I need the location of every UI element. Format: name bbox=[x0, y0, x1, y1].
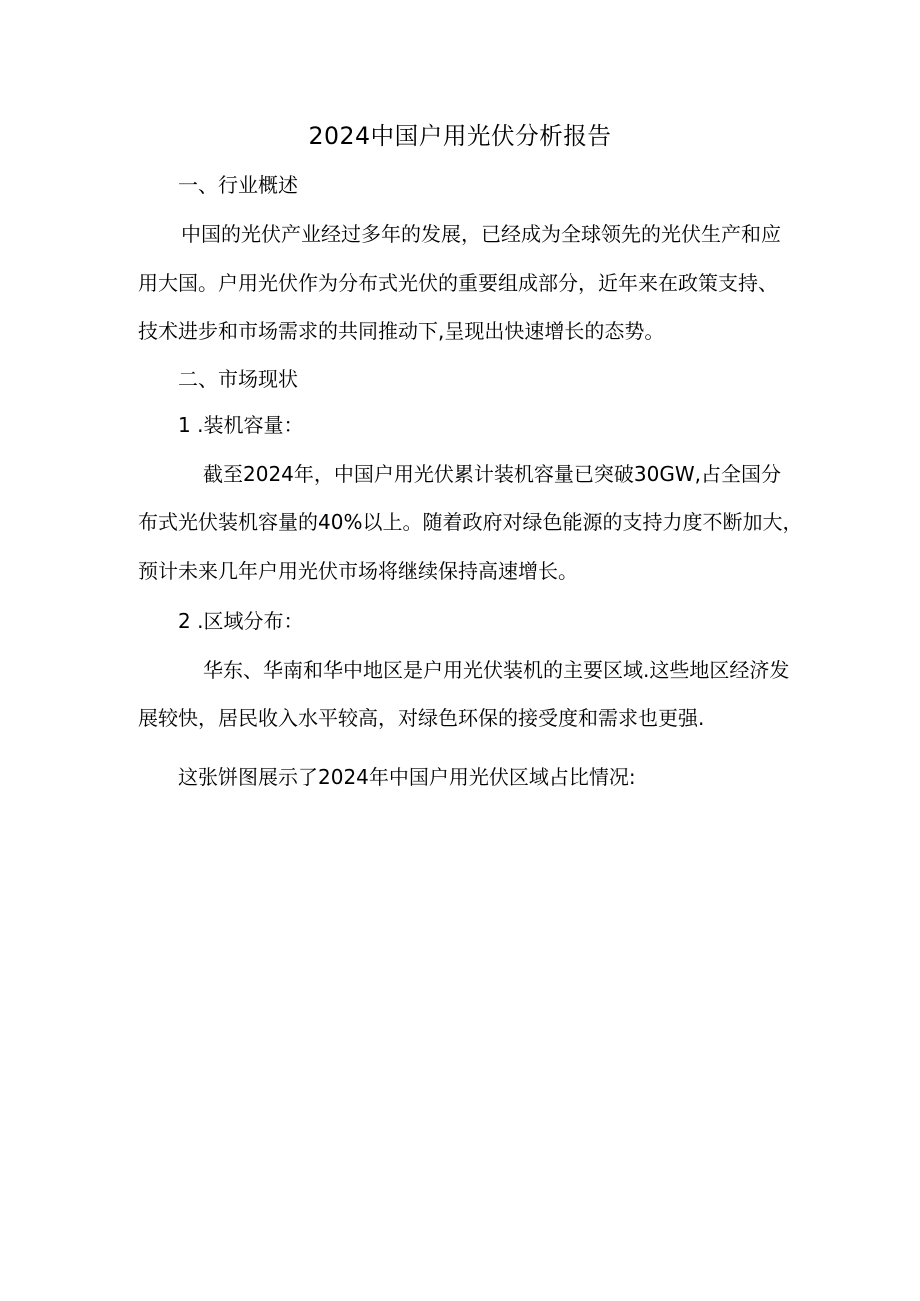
chart-intro-sentence: 这张饼图展示了2024年中国户用光伏区域占比情况: bbox=[178, 765, 636, 789]
paragraph-line: 用大国。户用光伏作为分布式光伏的重要组成部分，近年来在政策支持、 bbox=[138, 271, 778, 295]
paragraph-line: 截至2024年，中国户用光伏累计装机容量已突破30GW,占全国分 bbox=[203, 462, 781, 486]
paragraph-line: 华东、华南和华中地区是户用光伏装机的主要区域.这些地区经济发 bbox=[203, 658, 790, 682]
section-heading-industry-overview: 一、行业概述 bbox=[178, 173, 298, 197]
subsection-heading-regional-distribution: 2 .区域分布： bbox=[178, 609, 304, 633]
section-heading-market-status: 二、市场现状 bbox=[178, 367, 298, 391]
paragraph-line: 预计未来几年户用光伏市场将继续保持高速增长。 bbox=[138, 559, 578, 583]
paragraph-line: 展较快，居民收入水平较高，对绿色环保的接受度和需求也更强. bbox=[138, 706, 705, 730]
subsection-heading-installed-capacity: 1 .装机容量： bbox=[178, 413, 304, 437]
document-title: 2024中国户用光伏分析报告 bbox=[308, 122, 612, 150]
paragraph-line: 中国的光伏产业经过多年的发展，已经成为全球领先的光伏生产和应 bbox=[181, 222, 781, 246]
paragraph-line: 布式光伏装机容量的40%以上。随着政府对绿色能源的支持力度不断加大， bbox=[138, 510, 803, 534]
paragraph-line: 技术进步和市场需求的共同推动下,呈现出快速增长的态势。 bbox=[138, 319, 665, 343]
